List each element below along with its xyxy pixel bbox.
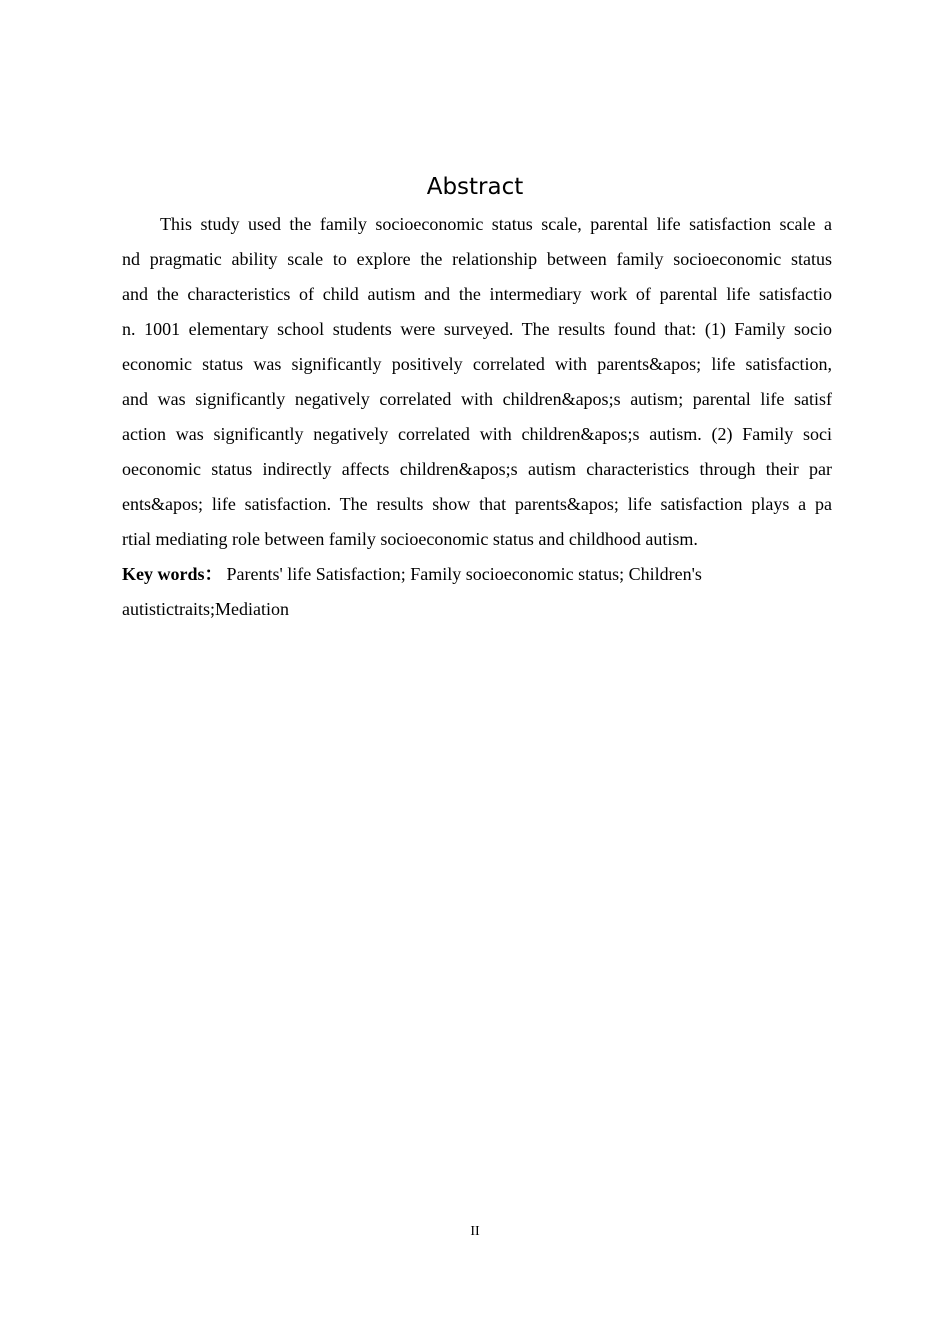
abstract-title: Abstract xyxy=(426,174,524,200)
abstract-body xyxy=(122,207,832,627)
abstract-line: nd pragmatic ability scale to explore the relationship between family socioeconomic status xyxy=(122,249,832,269)
keywords-label: Key words： xyxy=(122,564,223,584)
abstract-line: This study used the family socioeconomic status scale, parental life satisfaction scale a xyxy=(160,214,832,234)
abstract-line: n. 1001 elementary school students were surveyed. The results found that: (1) Family socio xyxy=(122,319,832,339)
keywords-line xyxy=(122,557,832,592)
abstract-line: and the characteristics of child autism and the intermediary work of parental life satisfactio xyxy=(122,284,832,304)
keywords-text: Parents' life Satisfaction; Family socioeconomic status; Children's xyxy=(226,564,702,584)
page-number: II xyxy=(470,1224,480,1239)
abstract-line: action was significantly negatively correlated with children&apos;s autism. (2) Family soci xyxy=(122,424,832,444)
abstract-line: rtial mediating role between family socioeconomic status and childhood autism. xyxy=(122,529,698,549)
abstract-line: economic status was significantly positively correlated with parents&apos; life satisfaction, xyxy=(122,354,832,374)
abstract-line: ents&apos; life satisfaction. The results show that parents&apos; life satisfaction plays a pa xyxy=(122,494,832,514)
abstract-line: and was significantly negatively correlated with children&apos;s autism; parental life satisf xyxy=(122,389,832,409)
abstract-line: oeconomic status indirectly affects children&apos;s autism characteristics through their par xyxy=(122,459,832,479)
keywords-continuation: autistictraits;Mediation xyxy=(122,599,289,619)
